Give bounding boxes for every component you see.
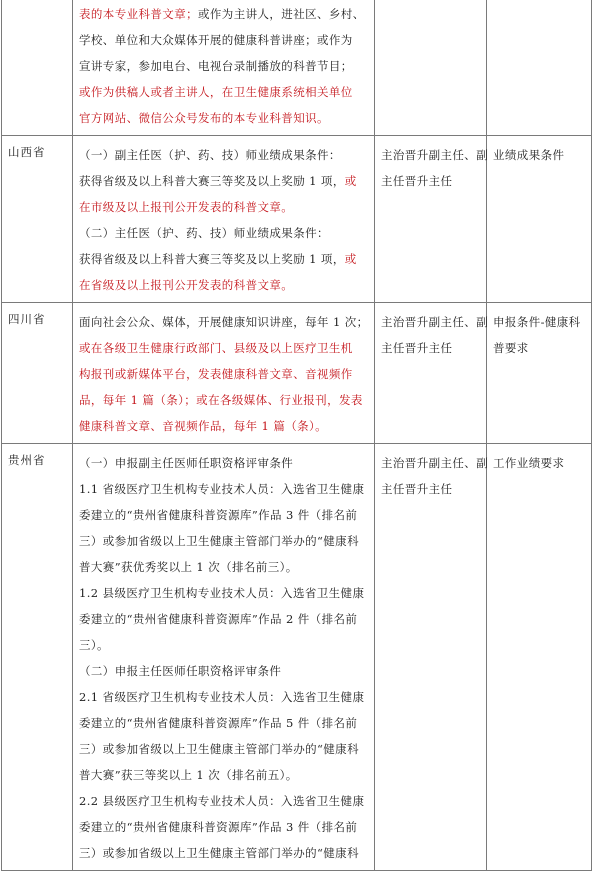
detail-line — [79, 142, 370, 168]
body-text: 委建立的“贵州省健康科普资源库”作品 3 件（排名前 — [79, 508, 358, 522]
province-cell — [2, 444, 73, 871]
detail-line — [79, 788, 370, 814]
promotion-level-cell — [375, 303, 487, 444]
detail-line — [79, 632, 370, 658]
body-text: 普大赛”获三等奖以上 1 次（排名前五）。 — [79, 768, 298, 782]
detail-line — [79, 814, 370, 840]
highlighted-text: 在省级及以上报刊公开发表的科普文章。 — [79, 278, 294, 292]
detail-line — [79, 450, 370, 476]
detail-line — [79, 309, 370, 335]
requirement-type-text: 普要求 — [493, 341, 529, 355]
body-text: （一）副主任医（护、药、技）师业绩成果条件： — [79, 148, 341, 162]
table-row — [2, 303, 592, 444]
body-text: 获得省级及以上科普大赛三等奖及以上奖励 1 项， — [79, 174, 345, 188]
body-text: 委建立的“贵州省健康科普资源库”作品 2 件（排名前 — [79, 612, 358, 626]
policy-table — [1, 0, 592, 871]
detail-line — [79, 1, 370, 27]
body-text: （一）申报副主任医师任职资格评审条件 — [79, 456, 294, 470]
highlighted-text: 在市级及以上报刊公开发表的科普文章。 — [79, 200, 294, 214]
detail-line — [79, 762, 370, 788]
detail-line — [79, 580, 370, 606]
detail-line — [79, 79, 370, 105]
highlighted-text: 或 — [344, 174, 357, 188]
highlighted-text: 构报刊或新媒体平台，发表健康科普文章、音视频作 — [79, 367, 353, 381]
detail-line — [79, 554, 370, 580]
requirement-detail-cell — [73, 444, 375, 871]
body-text: 三）或参加省级以上卫生健康主管部门举办的“健康科 — [79, 846, 359, 860]
table-row — [2, 0, 592, 136]
detail-line — [79, 528, 370, 554]
detail-line — [79, 272, 370, 298]
body-text: 委建立的“贵州省健康科普资源库”作品 3 件（排名前 — [79, 820, 358, 834]
requirement-type-cell — [487, 444, 592, 871]
body-text: 委建立的“贵州省健康科普资源库”作品 5 件（排名前 — [79, 716, 358, 730]
detail-line — [79, 736, 370, 762]
highlighted-text: 表的本专业科普文章； — [79, 7, 198, 21]
requirement-detail-cell — [73, 136, 375, 303]
highlighted-text: 品，每年 1 篇（条）；或在各级媒体、行业报刊，发表 — [79, 393, 363, 407]
requirement-type-text: 业绩成果条件 — [493, 148, 565, 162]
requirement-type-cell — [487, 136, 592, 303]
body-text: （二）主任医（护、药、技）师业绩成果条件： — [79, 226, 329, 240]
requirement-type-text: 申报条件-健康科 — [493, 315, 581, 329]
detail-line — [79, 105, 370, 131]
body-text: 2.1 省级医疗卫生机构专业技术人员：入选省卫生健康 — [79, 690, 365, 704]
promotion-level-cell — [375, 0, 487, 136]
body-text: 三）。 — [79, 638, 109, 652]
province-cell — [2, 0, 73, 136]
table-row — [2, 136, 592, 303]
highlighted-text: 或作为供稿人或者主讲人，在卫生健康系统相关单位 — [79, 85, 353, 99]
detail-line — [79, 710, 370, 736]
body-text: 1.2 县级医疗卫生机构专业技术人员：入选省卫生健康 — [79, 586, 365, 600]
detail-line — [79, 168, 370, 194]
detail-line — [79, 27, 370, 53]
detail-line — [79, 246, 370, 272]
province-name: 贵州省 — [8, 453, 46, 467]
detail-line — [79, 502, 370, 528]
body-text: 宣讲专家，参加电台、电视台录制播放的科普节目； — [79, 59, 353, 73]
requirement-type-text: 工作业绩要求 — [493, 456, 565, 470]
body-text: 2.2 县级医疗卫生机构专业技术人员：入选省卫生健康 — [79, 794, 365, 808]
detail-line — [79, 361, 370, 387]
detail-line — [79, 387, 370, 413]
province-cell — [2, 303, 73, 444]
highlighted-text: 或 — [344, 252, 357, 266]
body-text: 面向社会公众、媒体，开展健康知识讲座，每年 1 次； — [79, 315, 369, 329]
requirement-type-cell — [487, 0, 592, 136]
detail-line — [79, 840, 370, 866]
table-row — [2, 444, 592, 871]
body-text: 1.1 省级医疗卫生机构专业技术人员：入选省卫生健康 — [79, 482, 365, 496]
promotion-text: 主治晋升副主任、副 — [381, 456, 489, 470]
requirement-detail-cell — [73, 303, 375, 444]
requirement-type-cell — [487, 303, 592, 444]
province-name: 四川省 — [8, 312, 46, 326]
promotion-text: 主任晋升主任 — [381, 482, 453, 496]
detail-line — [79, 194, 370, 220]
province-cell — [2, 136, 73, 303]
promotion-level-cell — [375, 444, 487, 871]
body-text: 三）或参加省级以上卫生健康主管部门举办的“健康科 — [79, 742, 359, 756]
promotion-text: 主治晋升副主任、副 — [381, 148, 489, 162]
detail-line — [79, 413, 370, 439]
detail-line — [79, 606, 370, 632]
policy-table-body — [2, 0, 592, 871]
promotion-level-cell — [375, 136, 487, 303]
highlighted-text: 健康科普文章、音视频作品，每年 1 篇（条）。 — [79, 419, 328, 433]
body-text: 学校、单位和大众媒体开展的健康科普讲座；或作为 — [79, 33, 353, 47]
body-text: 三）或参加省级以上卫生健康主管部门举办的“健康科 — [79, 534, 359, 548]
province-name: 山西省 — [8, 145, 46, 159]
detail-line — [79, 476, 370, 502]
detail-line — [79, 684, 370, 710]
body-text: 或作为主讲人，进社区、乡村、 — [198, 7, 365, 21]
highlighted-text: 或在各级卫生健康行政部门、县级及以上医疗卫生机 — [79, 341, 353, 355]
body-text: （二）申报主任医师任职资格评审条件 — [79, 664, 282, 678]
detail-line — [79, 220, 370, 246]
body-text: 获得省级及以上科普大赛三等奖及以上奖励 1 项， — [79, 252, 345, 266]
detail-line — [79, 335, 370, 361]
detail-line — [79, 658, 370, 684]
promotion-text: 主治晋升副主任、副 — [381, 315, 489, 329]
detail-line — [79, 53, 370, 79]
body-text: 普大赛”获优秀奖以上 1 次（排名前三）。 — [79, 560, 298, 574]
promotion-text: 主任晋升主任 — [381, 174, 453, 188]
promotion-text: 主任晋升主任 — [381, 341, 453, 355]
requirement-detail-cell — [73, 0, 375, 136]
highlighted-text: 官方网站、微信公众号发布的本专业科普知识。 — [79, 111, 329, 125]
